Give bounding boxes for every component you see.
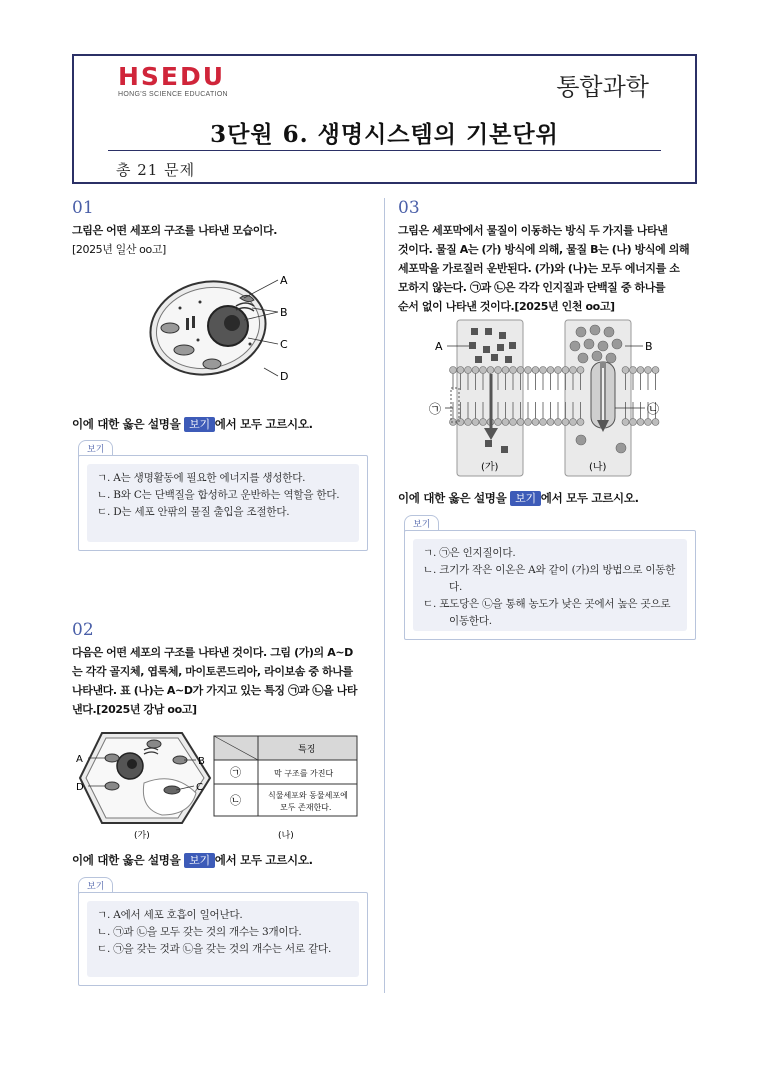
label-b: B <box>645 340 653 353</box>
bogi-label: 보기 <box>78 440 113 457</box>
lipid-head <box>532 367 539 374</box>
bogi-box-2 <box>78 892 368 986</box>
question-1-source: [2025년 일산 oo고] <box>72 243 166 256</box>
question-3-line: 것이다. 물질 A는 (가) 방식에 의해, 물질 B는 (나) 방식에 의해 <box>398 243 690 256</box>
bogi-item: ㄷ. 포도당은 ㉡을 통해 농도가 낮은 곳에서 높은 곳으로 이동한다. <box>423 598 671 627</box>
question-3-line: 순서 없이 나타낸 것이다.[2025년 인천 oo고] <box>398 300 615 313</box>
lipid-head <box>645 419 652 426</box>
table-value-1: 막 구조를 가진다 <box>274 769 334 778</box>
bogi-box-1 <box>78 455 368 551</box>
lipid-head <box>562 367 569 374</box>
circle-molecule <box>612 339 622 349</box>
animal-cell-figure <box>140 268 300 388</box>
question-3-line: 모하지 않는다. ㉠과 ㉡은 각각 인지질과 단백질 중 하나를 <box>398 281 666 294</box>
bogi-tag: 보기 <box>510 491 541 506</box>
label-a: A <box>76 754 83 765</box>
circle-molecule <box>576 435 586 445</box>
label-a: A <box>280 274 288 287</box>
circle-molecule <box>592 351 602 361</box>
lipid-head <box>652 367 659 374</box>
ask-before: 이에 대한 옳은 설명을 <box>72 853 181 867</box>
question-number-3: 03 <box>398 198 420 218</box>
lipid-head <box>570 419 577 426</box>
bogi-item: ㄷ. ㉠을 갖는 것과 ㉡을 갖는 것의 개수는 서로 같다. <box>97 943 332 955</box>
lipid-head <box>472 419 479 426</box>
lipid-head <box>457 367 464 374</box>
caption-na: (나) <box>589 462 607 473</box>
lipid-head <box>517 419 524 426</box>
table-header: 특징 <box>298 745 316 755</box>
bogi-item: ㄱ. A는 생명활동에 필요한 에너지를 생성한다. <box>97 472 306 484</box>
circle-molecule <box>576 327 586 337</box>
lipid-head <box>555 367 562 374</box>
square-molecule <box>505 356 512 363</box>
ask-after: 에서 모두 고르시오. <box>540 491 639 505</box>
bogi-box-3 <box>404 530 696 640</box>
caption-na: (나) <box>278 831 294 841</box>
question-1-line1: 그림은 어떤 세포의 구조를 나타낸 모습이다. <box>72 224 277 237</box>
lipid-head <box>540 419 547 426</box>
bogi-label: 보기 <box>404 515 439 532</box>
circle-molecule <box>578 353 588 363</box>
question-1-ask <box>72 416 313 432</box>
label-d: D <box>280 370 289 383</box>
label-c: C <box>196 782 203 793</box>
square-molecule <box>485 328 492 335</box>
lipid-head <box>547 419 554 426</box>
lipid-head <box>547 367 554 374</box>
bogi-item: ㄱ. ㉠은 인지질이다. <box>423 547 516 559</box>
square-molecule <box>483 346 490 353</box>
question-number-1: 01 <box>72 198 94 218</box>
lipid-head <box>577 367 584 374</box>
question-3-text <box>398 221 698 316</box>
question-number-2: 02 <box>72 620 94 640</box>
lipid-head <box>502 367 509 374</box>
circle-molecule <box>616 443 626 453</box>
bogi-inner <box>413 539 687 631</box>
caption-ga: (가) <box>134 831 150 841</box>
square-molecule <box>491 354 498 361</box>
lipid-head <box>630 419 637 426</box>
lipid-head <box>577 419 584 426</box>
label-b: B <box>280 306 288 319</box>
lipid-head <box>450 367 457 374</box>
lipid-head <box>480 367 487 374</box>
membrane-transport-figure <box>425 318 670 480</box>
circle-molecule <box>598 341 608 351</box>
caption-ga: (가) <box>481 462 499 473</box>
circle-molecule <box>570 341 580 351</box>
square-molecule <box>501 446 508 453</box>
lipid-head <box>517 367 524 374</box>
question-2-line: 다음은 어떤 세포의 구조를 나타낸 것이다. 그림 (가)의 A~D <box>72 646 353 659</box>
label-b: B <box>198 756 205 767</box>
page-title: 3단원 6. 생명시스템의 기본단위 <box>210 121 559 148</box>
bogi-item: ㄴ. 크기가 작은 이온은 A와 같이 (가)의 방법으로 이동한다. <box>423 564 676 593</box>
logo-text: HSEDU <box>118 62 226 91</box>
logo <box>118 64 228 98</box>
lipid-head <box>525 419 532 426</box>
lipid-head <box>555 419 562 426</box>
lipid-head <box>562 419 569 426</box>
bogi-item: ㄱ. A에서 세포 호흡이 일어난다. <box>97 909 243 921</box>
ask-after: 에서 모두 고르시오. <box>214 853 313 867</box>
page-header <box>72 54 697 184</box>
square-molecule <box>485 440 492 447</box>
square-molecule <box>471 328 478 335</box>
lipid-head <box>645 367 652 374</box>
lipid-head <box>465 419 472 426</box>
lipid-head <box>465 367 472 374</box>
question-2-line: 나타낸다. 표 (나)는 A~D가 가지고 있는 특징 ㉠과 ㉡을 나타 <box>72 684 358 697</box>
circle-molecule <box>606 353 616 363</box>
table-value-2a: 식물세포와 동물세포에 <box>268 791 348 800</box>
lipid-head <box>472 367 479 374</box>
lipid-head <box>622 419 629 426</box>
logo-subtitle: HONG'S SCIENCE EDUCATION <box>118 91 228 98</box>
lipid-head <box>510 419 517 426</box>
bogi-item: ㄴ. ㉠과 ㉡을 모두 갖는 것의 개수는 3개이다. <box>97 926 302 938</box>
bogi-inner <box>87 901 359 977</box>
bogi-tag: 보기 <box>184 853 215 868</box>
label-giyeok: ㉠ <box>429 402 442 416</box>
square-molecule <box>497 344 504 351</box>
circle-molecule <box>584 339 594 349</box>
ask-before: 이에 대한 옳은 설명을 <box>72 417 181 431</box>
square-molecule <box>499 332 506 339</box>
label-c: C <box>280 338 288 351</box>
question-2-line: 는 각각 골지체, 엽록체, 마이토콘드리아, 라이보솜 중 하나를 <box>72 665 353 678</box>
label-d: D <box>76 782 84 793</box>
bogi-item: ㄷ. D는 세포 안팎의 물질 출입을 조절한다. <box>97 506 290 518</box>
lipid-head <box>570 367 577 374</box>
lipid-head <box>525 367 532 374</box>
question-3-line: 그림은 세포막에서 물질이 이동하는 방식 두 가지를 나타낸 <box>398 224 668 237</box>
label-nieun: ㉡ <box>647 402 660 416</box>
bogi-inner <box>87 464 359 542</box>
lipid-head <box>510 367 517 374</box>
lipid-head <box>480 419 487 426</box>
lipid-head <box>622 367 629 374</box>
square-molecule <box>509 342 516 349</box>
lipid-head <box>637 367 644 374</box>
lipid-head <box>652 419 659 426</box>
question-2-ask <box>72 852 313 868</box>
lipid-head <box>495 367 502 374</box>
square-molecule <box>469 342 476 349</box>
bogi-tag: 보기 <box>184 417 215 432</box>
question-2-line: 낸다.[2025년 강남 oo고] <box>72 703 197 716</box>
lipid-head <box>540 367 547 374</box>
bogi-label: 보기 <box>78 877 113 894</box>
question-3-line: 세포막을 가로질러 운반된다. (가)와 (나)는 모두 에너지를 소 <box>398 262 680 275</box>
lipid-head <box>495 419 502 426</box>
subject-title: 통합과학 <box>556 73 649 101</box>
plant-cell-figure <box>72 728 372 843</box>
ask-before: 이에 대한 옳은 설명을 <box>398 491 507 505</box>
question-2-text <box>72 643 382 719</box>
problem-count: 총 21 문제 <box>116 161 196 179</box>
bogi-item: ㄴ. B와 C는 단백질을 합성하고 운반하는 역할을 한다. <box>97 489 340 501</box>
circle-molecule <box>604 327 614 337</box>
lipid-head <box>630 367 637 374</box>
column-divider <box>384 198 385 993</box>
question-3-ask <box>398 490 639 506</box>
circle-molecule <box>590 325 600 335</box>
question-1-text <box>72 221 372 259</box>
lipid-head <box>502 419 509 426</box>
label-a: A <box>435 340 443 353</box>
ask-after: 에서 모두 고르시오. <box>214 417 313 431</box>
table-value-2b: 모두 존재한다. <box>280 803 332 812</box>
lipid-head <box>637 419 644 426</box>
title-rule <box>108 150 661 151</box>
square-molecule <box>475 356 482 363</box>
lipid-head <box>532 419 539 426</box>
table-key-2: ㉡ <box>230 794 241 807</box>
table-key-1: ㉠ <box>230 766 241 779</box>
lipid-head <box>487 367 494 374</box>
lipid-head <box>457 419 464 426</box>
